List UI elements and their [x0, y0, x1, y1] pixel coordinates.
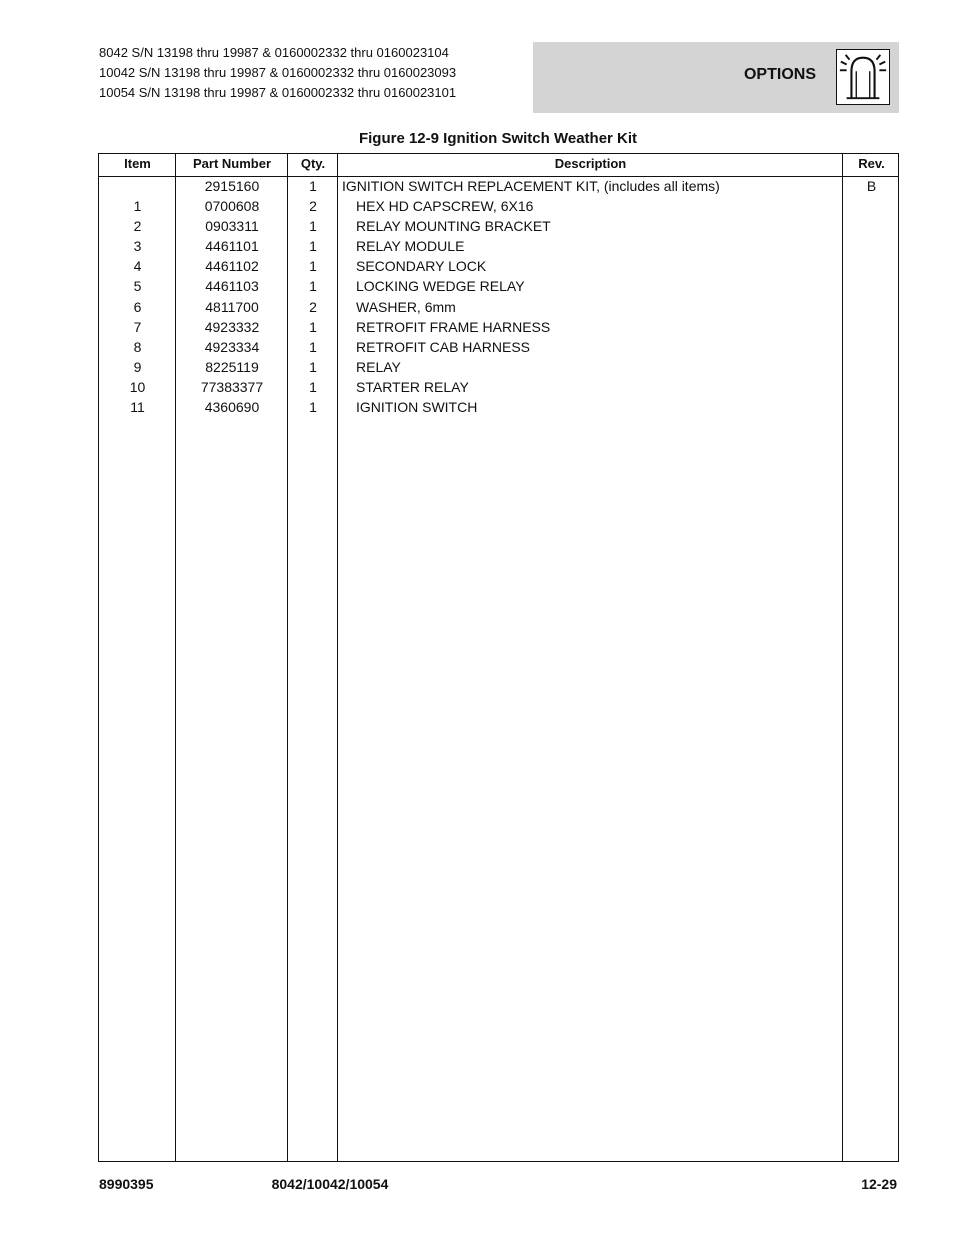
column-header-part-number: Part Number — [192, 156, 272, 171]
description-cell: RETROFIT CAB HARNESS — [356, 338, 530, 355]
item-cell: 9 — [133, 358, 142, 375]
figure-title: Figure 12-9 Ignition Switch Weather Kit — [358, 130, 638, 147]
description-cell: RETROFIT FRAME HARNESS — [356, 318, 551, 335]
table-row — [99, 397, 898, 417]
item-cell: 7 — [133, 318, 142, 335]
description-cell: IGNITION SWITCH REPLACEMENT KIT, (includes all items) — [342, 178, 720, 194]
column-header-item: Item — [124, 156, 151, 171]
qty-cell: 2 — [309, 298, 317, 315]
description-cell: SECONDARY LOCK — [356, 258, 487, 275]
table-row — [99, 276, 898, 296]
table-row — [99, 317, 898, 337]
serial-line: 10042 S/N 13198 thru 19987 & 0160002332 thru 0160023093 — [99, 65, 457, 80]
part-number-cell: 0903311 — [205, 218, 259, 235]
footer-manual-number: 8990395 — [99, 1176, 154, 1192]
table-body — [99, 176, 898, 417]
item-cell: 2 — [133, 218, 142, 235]
item-cell: 11 — [130, 399, 145, 416]
column-header-rev: Rev. — [858, 156, 885, 171]
column-header-description: Description — [554, 156, 627, 171]
table-row — [99, 176, 898, 196]
item-cell: 1 — [133, 198, 142, 215]
footer-page-number: 12-29 — [861, 1176, 897, 1192]
part-number-cell: 2915160 — [204, 178, 260, 194]
table-row — [99, 337, 898, 357]
item-cell: 4 — [133, 258, 142, 275]
part-number-cell: 77383377 — [200, 378, 264, 395]
description-cell: RELAY MODULE — [356, 238, 465, 255]
rev-cell: B — [866, 178, 877, 194]
part-number-cell: 4461101 — [205, 238, 259, 255]
description-cell: WASHER, 6mm — [356, 298, 456, 315]
table-row — [99, 297, 898, 317]
qty-cell: 1 — [309, 399, 317, 416]
part-number-cell: 0700608 — [204, 198, 260, 215]
part-number-cell: 4923332 — [204, 318, 260, 335]
table-row — [99, 236, 898, 256]
serial-line: 10054 S/N 13198 thru 19987 & 0160002332 thru 0160023101 — [99, 85, 457, 100]
table-row — [99, 256, 898, 276]
serial-number-block — [99, 43, 456, 103]
part-number-cell: 4360690 — [204, 399, 260, 416]
description-cell: RELAY — [356, 358, 401, 375]
part-number-cell: 8225119 — [205, 358, 259, 375]
item-cell: 3 — [133, 238, 142, 255]
qty-cell: 1 — [309, 278, 317, 295]
section-tab — [533, 42, 899, 113]
description-cell: STARTER RELAY — [356, 378, 469, 395]
qty-cell: 2 — [309, 198, 317, 215]
qty-cell: 1 — [309, 178, 317, 194]
section-label: OPTIONS — [743, 66, 816, 83]
parts-table — [98, 153, 899, 1162]
description-cell: HEX HD CAPSCREW, 6X16 — [356, 198, 534, 215]
qty-cell: 1 — [309, 238, 317, 255]
serial-line: 8042 S/N 13198 thru 19987 & 0160002332 thru 0160023104 — [99, 45, 449, 60]
item-cell: 10 — [129, 378, 146, 395]
footer-model-numbers: 8042/10042/10054 — [271, 1176, 389, 1192]
table-row — [99, 377, 898, 397]
description-cell: LOCKING WEDGE RELAY — [356, 278, 525, 295]
part-number-cell: 4461102 — [205, 258, 259, 275]
table-row — [99, 196, 898, 216]
item-cell: 6 — [133, 298, 142, 315]
part-number-cell: 4461103 — [205, 278, 259, 295]
qty-cell: 1 — [309, 258, 317, 275]
part-number-cell: 4811700 — [205, 298, 259, 315]
qty-cell: 1 — [309, 358, 317, 375]
qty-cell: 1 — [309, 318, 317, 335]
item-cell: 5 — [133, 278, 142, 295]
column-header-qty: Qty. — [300, 156, 326, 171]
description-cell: RELAY MOUNTING BRACKET — [356, 218, 551, 235]
part-number-cell: 4923334 — [204, 338, 260, 355]
qty-cell: 1 — [309, 378, 317, 395]
item-cell: 8 — [133, 338, 142, 355]
table-row — [99, 216, 898, 236]
qty-cell: 1 — [309, 218, 317, 235]
table-row — [99, 357, 898, 377]
description-cell: IGNITION SWITCH — [356, 399, 478, 416]
beacon-light-icon — [836, 49, 890, 105]
qty-cell: 1 — [309, 338, 317, 355]
